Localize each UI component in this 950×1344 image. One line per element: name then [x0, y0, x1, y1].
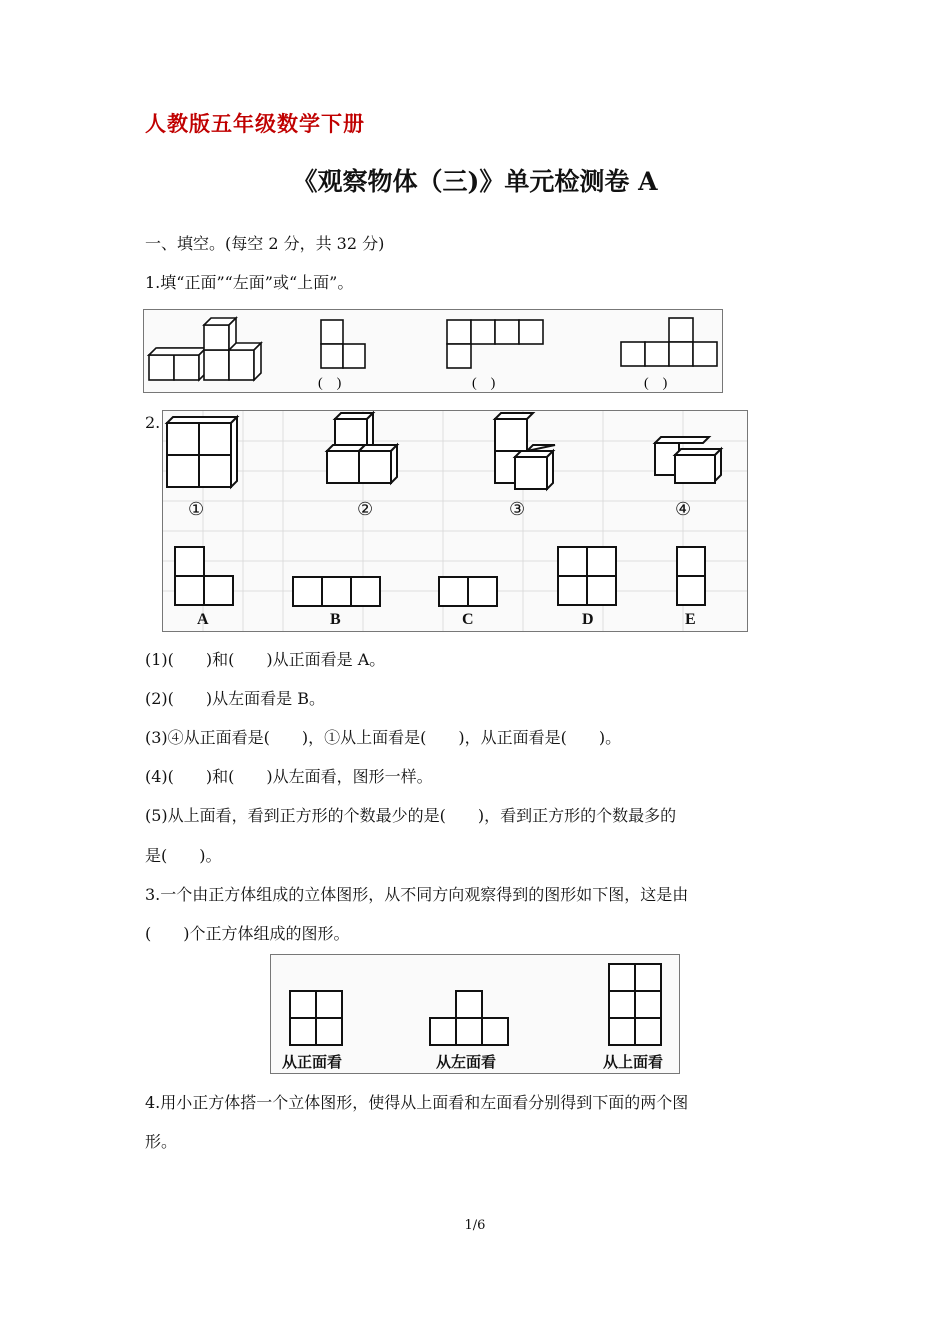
page-number: 1/6 — [464, 1218, 486, 1233]
series-title: 人教版五年级数学下册 — [145, 111, 365, 136]
object-label-4: ④ — [675, 499, 692, 519]
q2-sub-2: (2)( )从左面看是 B。 — [145, 689, 325, 708]
view-caption-front: 从正面看 — [282, 1055, 343, 1071]
q2-sub-5-cont: 是( )。 — [145, 846, 222, 865]
question-1-figure — [143, 309, 723, 393]
q1-blank-3[interactable]: ( ) — [644, 376, 668, 391]
q1-blank-1[interactable]: ( ) — [318, 376, 342, 391]
question-1-text: 1.填“正面”“左面”或“上面”。 — [145, 273, 354, 292]
question-4-line-1: 4.用小正方体搭一个立体图形，使得从上面看和左面看分别得到下面的两个图 — [145, 1093, 689, 1112]
question-3-line-1: 3.一个由正方体组成的立体图形，从不同方向观察得到的图形如下图，这是由 — [145, 885, 689, 904]
object-label-1: ① — [188, 499, 205, 519]
q2-sub-1: (1)( )和( )从正面看是 A。 — [145, 650, 386, 669]
section-heading: 一、填空。(每空 2 分，共 32 分) — [145, 234, 385, 253]
question-3-figure-drawing — [271, 955, 679, 1073]
view-label-a: A — [197, 611, 209, 628]
question-3-figure — [270, 954, 680, 1074]
question-1-figure-drawing — [144, 310, 722, 392]
question-2-figure — [162, 410, 748, 632]
q2-sub-3: (3)④从正面看是( )，①从上面看是( )，从正面看是( )。 — [145, 728, 622, 747]
q2-sub-5: (5)从上面看，看到正方形的个数最少的是( )，看到正方形的个数最多的 — [145, 806, 677, 825]
view-label-b: B — [330, 611, 341, 628]
object-label-2: ② — [357, 499, 374, 519]
question-2-number: 2. — [145, 413, 161, 432]
question-2-figure-drawing — [163, 411, 747, 631]
question-4-line-2: 形。 — [145, 1132, 178, 1151]
view-label-d: D — [582, 611, 594, 628]
view-label-c: C — [462, 611, 474, 628]
view-caption-top: 从上面看 — [603, 1055, 664, 1071]
object-label-3: ③ — [509, 499, 526, 519]
view-label-e: E — [685, 611, 696, 628]
q2-sub-4: (4)( )和( )从左面看，图形一样。 — [145, 767, 433, 786]
question-3-line-2: ( )个正方体组成的图形。 — [145, 924, 350, 943]
view-caption-left: 从左面看 — [436, 1055, 497, 1071]
q1-blank-2[interactable]: ( ) — [472, 376, 496, 391]
page-title: 《观察物体（三)》单元检测卷 A — [292, 167, 658, 196]
